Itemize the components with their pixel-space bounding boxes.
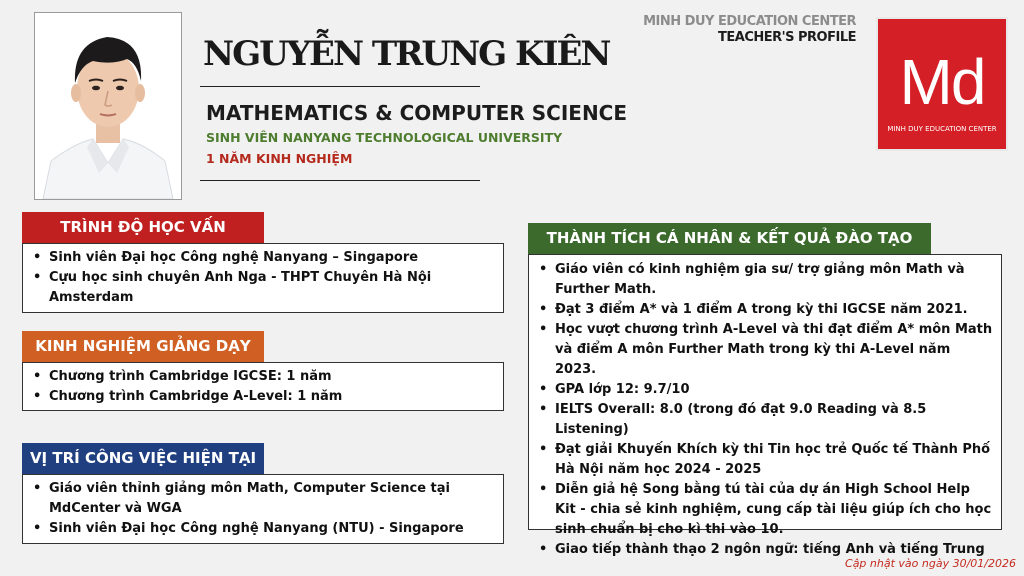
teacher-photo <box>34 12 182 200</box>
teaching-list <box>29 367 497 407</box>
center-name: MINH DUY EDUCATION CENTER <box>643 14 856 29</box>
list-item: • GPA lớp 12: 9.7/10 <box>539 382 690 397</box>
list-item: • Diễn giả hệ Song bằng tú tài của dự án High School Help Kit - chia sẻ kinh nghiệm, cung cấp tài liệu giúp ích cho học sinh chuẩn bị cho kì thi vào 10. <box>539 482 992 537</box>
education-list <box>29 248 497 308</box>
teacher-experience: 1 NĂM KINH NGHIỆM <box>206 151 353 166</box>
achievements-list <box>535 260 995 560</box>
teacher-subject: MATHEMATICS & COMPUTER SCIENCE <box>206 101 628 125</box>
list-item: • Giáo viên thỉnh giảng môn Math, Computer Science tại MdCenter và WGA <box>33 481 451 516</box>
list-item: • Cựu học sinh chuyên Anh Nga - THPT Chuyên Hà Nội Amsterdam <box>33 270 432 305</box>
teacher-university: SINH VIÊN NANYANG TECHNOLOGICAL UNIVERSITY <box>206 130 563 145</box>
logo-mark: Md <box>899 46 985 118</box>
achievements-box <box>528 254 1002 557</box>
education-box <box>22 243 504 313</box>
position-header: VỊ TRÍ CÔNG VIỆC HIỆN TẠI <box>22 443 264 474</box>
teaching-box <box>22 362 504 411</box>
achievements-header: THÀNH TÍCH CÁ NHÂN & KẾT QUẢ ĐÀO TẠO <box>528 223 931 254</box>
logo-caption: MINH DUY EDUCATION CENTER <box>887 125 997 133</box>
list-item: • Đạt 3 điểm A* và 1 điểm A trong kỳ thi IGCSE năm 2021. <box>539 302 968 317</box>
position-box <box>22 474 504 544</box>
center-logo <box>876 17 1008 151</box>
teacher-name: NGUYỄN TRUNG KIÊN <box>203 34 610 74</box>
list-item: • Chương trình Cambridge IGCSE: 1 năm <box>33 369 332 384</box>
profile-label: TEACHER'S PROFILE <box>718 30 856 45</box>
list-item: • Chương trình Cambridge A-Level: 1 năm <box>33 389 343 404</box>
last-updated: Cập nhật vào ngày 30/01/2026 <box>845 557 1016 570</box>
list-item: • Học vượt chương trình A-Level và thi đạt điểm A* môn Math và điểm A môn Further Math trong kỳ thi A-Level năm 2023. <box>539 322 993 377</box>
list-item: • IELTS Overall: 8.0 (trong đó đạt 9.0 Reading và 8.5 Listening) <box>539 402 927 437</box>
position-list <box>29 479 497 539</box>
name-divider <box>200 86 480 87</box>
list-item: • Giao tiếp thành thạo 2 ngôn ngữ: tiếng Anh và tiếng Trung <box>539 542 985 557</box>
profile-divider <box>200 180 480 181</box>
list-item: • Sinh viên Đại học Công nghệ Nanyang – Singapore <box>33 250 419 265</box>
teaching-header: KINH NGHIỆM GIẢNG DẠY <box>22 331 264 362</box>
education-header: TRÌNH ĐỘ HỌC VẤN <box>22 212 264 243</box>
teacher-portrait-image <box>35 13 181 199</box>
list-item: • Sinh viên Đại học Công nghệ Nanyang (NTU) - Singapore <box>33 521 464 536</box>
list-item: • Đạt giải Khuyến Khích kỳ thi Tin học trẻ Quốc tế Thành Phố Hà Nội năm học 2024 - 2025 <box>539 442 991 477</box>
list-item: • Giáo viên có kinh nghiệm gia sư/ trợ giảng môn Math và Further Math. <box>539 262 965 297</box>
